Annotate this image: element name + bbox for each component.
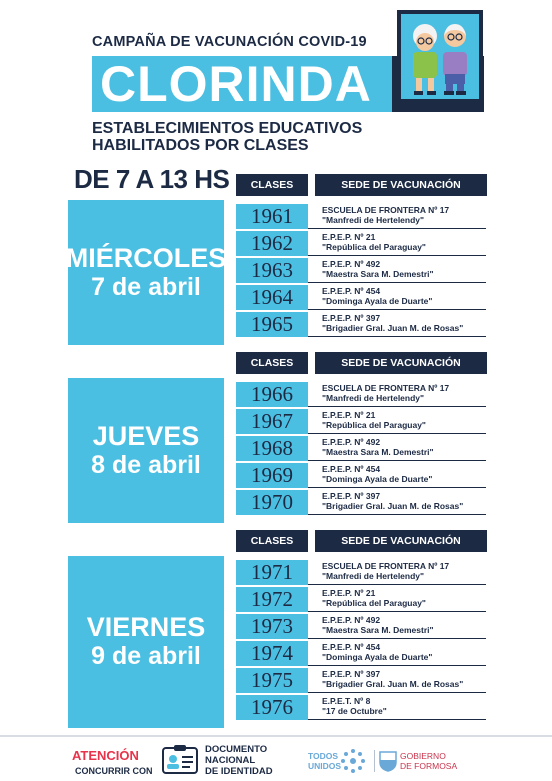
sede-name: E.P.E.P. Nº 492 <box>322 259 381 269</box>
sede-cell <box>322 464 492 484</box>
sede-name: ESCUELA DE FRONTERA Nº 17 <box>322 561 450 571</box>
sede-cell <box>322 437 492 457</box>
sede-name: E.P.E.P. Nº 397 <box>322 313 381 323</box>
year-cell: 1964 <box>236 285 308 310</box>
year-cell: 1962 <box>236 231 308 256</box>
row-underline <box>308 282 486 283</box>
campaign-title: CAMPAÑA DE VACUNACIÓN COVID-19 <box>92 34 367 50</box>
sede-cell <box>322 588 492 608</box>
row-underline <box>308 228 486 229</box>
city-title: CLORINDA <box>100 56 372 112</box>
table-row <box>236 695 486 720</box>
subtitle <box>92 120 412 154</box>
sede-name: E.P.E.T. Nº 8 <box>322 696 371 706</box>
year-cell: 1968 <box>236 436 308 461</box>
sede-cell <box>322 669 492 689</box>
sede-subtitle: "Dominga Ayala de Duarte" <box>322 652 433 662</box>
row-underline <box>308 255 486 256</box>
gob-line-1: GOBIERNO <box>400 751 446 761</box>
clases-header: CLASES <box>236 530 308 552</box>
row-underline <box>308 309 486 310</box>
table-row <box>236 285 486 310</box>
day-date: 9 de abril <box>91 642 201 670</box>
year-cell: 1961 <box>236 204 308 229</box>
sede-cell <box>322 696 492 716</box>
table-row <box>236 490 486 515</box>
table-row <box>236 312 486 337</box>
year-cell: 1967 <box>236 409 308 434</box>
sede-name: E.P.E.P. Nº 454 <box>322 642 381 652</box>
gobierno-formosa-text <box>400 751 457 771</box>
id-line-2: NACIONAL <box>205 755 256 766</box>
row-underline <box>308 487 486 488</box>
sede-cell <box>322 232 492 252</box>
bring-with-label: CONCURRIR CON <box>75 766 153 776</box>
footer-divider <box>0 735 552 737</box>
sede-header: SEDE DE VACUNACIÓN <box>315 530 487 552</box>
sede-cell <box>322 615 492 635</box>
sede-cell <box>322 491 492 511</box>
sede-subtitle: "Brigadier Gral. Juan M. de Rosas" <box>322 323 464 333</box>
table-row <box>236 463 486 488</box>
table-row <box>236 231 486 256</box>
subtitle-line-1: ESTABLECIMIENTOS EDUCATIVOS <box>92 120 363 137</box>
sede-subtitle: "Manfredi de Hertelendy" <box>322 215 425 225</box>
sede-name: E.P.E.P. Nº 21 <box>322 410 376 420</box>
row-underline <box>308 460 486 461</box>
day-box <box>68 556 224 728</box>
row-underline <box>308 611 486 612</box>
row-underline <box>308 433 486 434</box>
row-underline <box>308 665 486 666</box>
sede-header: SEDE DE VACUNACIÓN <box>315 352 487 374</box>
sede-cell <box>322 205 492 225</box>
year-cell: 1971 <box>236 560 308 585</box>
gob-line-2: DE FORMOSA <box>400 761 458 771</box>
schedule-hours: DE 7 A 13 HS <box>74 164 230 194</box>
day-name: MIÉRCOLES <box>65 242 227 273</box>
year-cell: 1970 <box>236 490 308 515</box>
table-row <box>236 614 486 639</box>
row-underline <box>308 692 486 693</box>
day-date: 7 de abril <box>91 272 201 301</box>
sede-name: E.P.E.P. Nº 492 <box>322 437 381 447</box>
sede-subtitle: "Maestra Sara M. Demestri" <box>322 269 434 279</box>
sede-subtitle: "Maestra Sara M. Demestri" <box>322 625 434 635</box>
sede-subtitle: "17 de Octubre" <box>322 706 387 716</box>
sede-subtitle: "Dominga Ayala de Duarte" <box>322 296 433 306</box>
sede-subtitle: "Manfredi de Hertelendy" <box>322 393 425 403</box>
day-name: VIERNES <box>86 612 206 642</box>
sede-name: E.P.E.P. Nº 397 <box>322 491 381 501</box>
table-row <box>236 204 486 229</box>
sede-name: ESCUELA DE FRONTERA Nº 17 <box>322 383 450 393</box>
sede-subtitle: "República del Paraguay" <box>322 242 426 252</box>
day-box <box>68 378 224 523</box>
table-row <box>236 258 486 283</box>
sede-cell <box>322 383 492 403</box>
row-underline <box>308 406 486 407</box>
footer-separator <box>374 750 375 772</box>
clases-header: CLASES <box>236 352 308 374</box>
row-underline <box>308 638 486 639</box>
id-line-1: DOCUMENTO <box>205 744 268 755</box>
todos-line-1: TODOS <box>308 751 339 761</box>
year-cell: 1969 <box>236 463 308 488</box>
year-cell: 1966 <box>236 382 308 407</box>
sede-header: SEDE DE VACUNACIÓN <box>315 174 487 196</box>
sede-subtitle: "Brigadier Gral. Juan M. de Rosas" <box>322 501 464 511</box>
day-date: 8 de abril <box>91 450 201 479</box>
table-row <box>236 668 486 693</box>
sede-cell <box>322 642 492 662</box>
id-document-label <box>205 744 273 777</box>
year-cell: 1976 <box>236 695 308 720</box>
year-cell: 1965 <box>236 312 308 337</box>
day-name: JUEVES <box>92 420 200 451</box>
row-underline <box>308 719 486 720</box>
sede-subtitle: "Manfredi de Hertelendy" <box>322 571 425 581</box>
todos-unidos-logo-text <box>308 751 341 771</box>
sede-cell <box>322 410 492 430</box>
table-row <box>236 436 486 461</box>
clases-header: CLASES <box>236 174 308 196</box>
elderly-couple-icon <box>397 10 483 103</box>
id-card-icon <box>162 745 198 775</box>
sede-subtitle: "República del Paraguay" <box>322 598 426 608</box>
sede-name: ESCUELA DE FRONTERA Nº 17 <box>322 205 450 215</box>
formosa-shield-icon <box>379 750 397 772</box>
row-underline <box>308 336 486 337</box>
sede-cell <box>322 259 492 279</box>
row-underline <box>308 514 486 515</box>
todos-line-2: UNIDOS <box>308 761 342 771</box>
sede-subtitle: "Dominga Ayala de Duarte" <box>322 474 433 484</box>
sede-name: E.P.E.P. Nº 454 <box>322 286 381 296</box>
sede-name: E.P.E.P. Nº 492 <box>322 615 381 625</box>
sede-name: E.P.E.P. Nº 397 <box>322 669 381 679</box>
year-cell: 1972 <box>236 587 308 612</box>
sede-name: E.P.E.P. Nº 21 <box>322 588 376 598</box>
id-line-3: DE IDENTIDAD <box>205 766 273 777</box>
row-underline <box>308 584 486 585</box>
table-row <box>236 382 486 407</box>
year-cell: 1975 <box>236 668 308 693</box>
sede-subtitle: "Brigadier Gral. Juan M. de Rosas" <box>322 679 464 689</box>
attention-label: ATENCIÓN <box>72 748 139 763</box>
sede-subtitle: "Maestra Sara M. Demestri" <box>322 447 434 457</box>
table-row <box>236 409 486 434</box>
table-row <box>236 641 486 666</box>
sede-name: E.P.E.P. Nº 454 <box>322 464 381 474</box>
sede-cell <box>322 561 492 581</box>
table-row <box>236 587 486 612</box>
todos-unidos-logo-icon <box>340 748 366 774</box>
day-box <box>65 200 227 345</box>
year-cell: 1963 <box>236 258 308 283</box>
year-cell: 1973 <box>236 614 308 639</box>
table-row <box>236 560 486 585</box>
sede-name: E.P.E.P. Nº 21 <box>322 232 376 242</box>
subtitle-line-2: HABILITADOS POR CLASES <box>92 137 309 154</box>
sede-subtitle: "República del Paraguay" <box>322 420 426 430</box>
sede-cell <box>322 286 492 306</box>
year-cell: 1974 <box>236 641 308 666</box>
sede-cell <box>322 313 492 333</box>
